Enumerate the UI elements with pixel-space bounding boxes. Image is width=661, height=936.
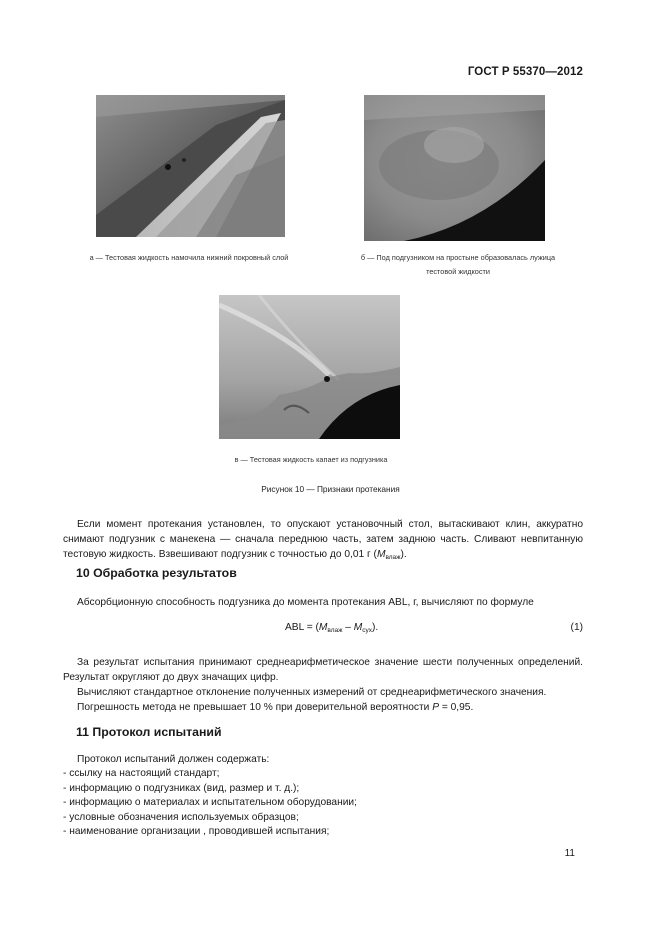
figure-b-caption bbox=[330, 251, 586, 279]
body-text-end: ). bbox=[400, 549, 407, 560]
figure-b-caption-line2: тестовой жидкости bbox=[426, 267, 490, 276]
protocol-list bbox=[63, 753, 583, 839]
accuracy-text-end: = 0,95. bbox=[439, 702, 474, 713]
leaking-diaper-side-image bbox=[96, 95, 285, 237]
section-11-heading: 11 Протокол испытаний bbox=[76, 725, 222, 739]
accuracy-paragraph bbox=[63, 700, 583, 715]
sub-vlazh: влаж bbox=[385, 554, 401, 561]
document-header: ГОСТ Р 55370—2012 bbox=[467, 66, 583, 78]
protocol-intro: Протокол испытаний должен содержать: bbox=[77, 754, 270, 765]
var-p: P bbox=[432, 702, 440, 713]
list-item: - информацию о материалах и испытательном оборудовании; bbox=[63, 797, 357, 809]
formula-minus: – bbox=[342, 622, 354, 633]
section-10-intro bbox=[63, 595, 583, 610]
stddev-paragraph: Вычисляют стандартное отклонение полученных измерений от среднеарифметического значения. bbox=[77, 687, 547, 698]
dripping-diaper-image bbox=[219, 295, 400, 439]
figure-b-photo bbox=[364, 95, 545, 241]
formula-expression bbox=[285, 622, 378, 634]
formula-number: (1) bbox=[570, 622, 583, 633]
formula-m1: M bbox=[318, 622, 328, 633]
figure-c-caption: в — Тестовая жидкость капает из подгузника bbox=[234, 455, 388, 464]
puddle-under-diaper-image bbox=[364, 95, 545, 241]
var-m: M bbox=[376, 549, 386, 560]
list-item: - условные обозначения используемых образцов; bbox=[63, 811, 299, 823]
section-10-results bbox=[63, 655, 583, 715]
paragraph-leak-procedure bbox=[63, 517, 583, 565]
result-paragraph: За результат испытания принимают среднеарифметическое значение шести полученных определений. Результат округляют до двух значащих цифр. bbox=[63, 657, 583, 683]
figure-a-caption: а — Тестовая жидкость намочила нижний покровный слой bbox=[89, 253, 289, 262]
list-item: - наименование организации , проводившей испытания; bbox=[63, 826, 330, 838]
figure-title: Рисунок 10 — Признаки протекания bbox=[261, 484, 400, 494]
formula-m2: M bbox=[353, 622, 363, 633]
section-10-heading: 10 Обработка результатов bbox=[76, 566, 237, 580]
figure-a-photo bbox=[96, 95, 285, 237]
list-item: - информацию о подгузниках (вид, размер и т. д.); bbox=[63, 782, 300, 794]
intro-text: Абсорбционную способность подгузника до момента протекания ABL, г, вычисляют по формуле bbox=[77, 597, 534, 608]
page-number: 11 bbox=[564, 848, 575, 859]
accuracy-text: Погрешность метода не превышает 10 % при доверительной вероятности bbox=[77, 702, 433, 713]
formula-lhs: ABL = ( bbox=[285, 622, 319, 633]
body-paragraph bbox=[63, 517, 583, 565]
formula-m2-sub: сух bbox=[362, 627, 373, 634]
formula-rhs: ). bbox=[372, 622, 379, 633]
body-text: Если момент протекания установлен, то опускают установочный стол, вытаскивают клин, аккуратно снимают подгузник с манекена — сначала переднюю часть, затем заднюю часть. Сливают невпитанную тестовую жидкость. Взвешивают подгузник с точностью до 0,01 г ( bbox=[63, 519, 583, 560]
figure-c-photo bbox=[219, 295, 400, 439]
formula-m1-sub: влаж bbox=[327, 627, 343, 634]
figure-b-caption-line1: б — Под подгузником на простыне образовалась лужица bbox=[360, 253, 556, 262]
list-item: - ссылку на настоящий стандарт; bbox=[63, 768, 220, 780]
